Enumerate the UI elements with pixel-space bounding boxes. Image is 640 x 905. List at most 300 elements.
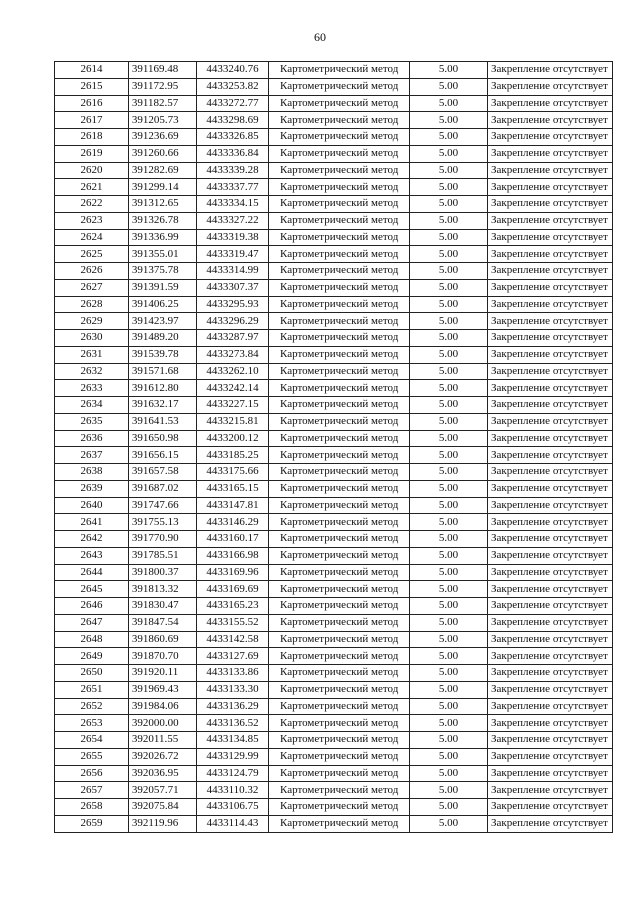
accuracy-cell: 5.00 <box>409 212 487 229</box>
x-coordinate-cell: 392026.72 <box>128 748 196 765</box>
table-row <box>55 464 613 481</box>
method-cell: Картометрический метод <box>269 598 410 615</box>
x-coordinate-cell: 391747.66 <box>128 497 196 514</box>
table-row <box>55 581 613 598</box>
table-row <box>55 665 613 682</box>
y-coordinate-cell: 4433124.79 <box>196 765 269 782</box>
table-row <box>55 363 613 380</box>
y-coordinate-cell: 4433262.10 <box>196 363 269 380</box>
method-cell: Картометрический метод <box>269 547 410 564</box>
method-cell: Картометрический метод <box>269 246 410 263</box>
y-coordinate-cell: 4433114.43 <box>196 815 269 832</box>
table-row <box>55 531 613 548</box>
table-row <box>55 413 613 430</box>
method-cell: Картометрический метод <box>269 665 410 682</box>
point-number-cell: 2642 <box>55 531 129 548</box>
fixation-cell: Закрепление отсутствует <box>488 531 613 548</box>
fixation-cell: Закрепление отсутствует <box>488 514 613 531</box>
y-coordinate-cell: 4433185.25 <box>196 447 269 464</box>
method-cell: Картометрический метод <box>269 447 410 464</box>
y-coordinate-cell: 4433336.84 <box>196 145 269 162</box>
y-coordinate-cell: 4433334.15 <box>196 196 269 213</box>
x-coordinate-cell: 392036.95 <box>128 765 196 782</box>
point-number-cell: 2657 <box>55 782 129 799</box>
table-row <box>55 698 613 715</box>
x-coordinate-cell: 391260.66 <box>128 145 196 162</box>
method-cell: Картометрический метод <box>269 514 410 531</box>
table-row <box>55 648 613 665</box>
x-coordinate-cell: 391169.48 <box>128 62 196 79</box>
table-row <box>55 95 613 112</box>
y-coordinate-cell: 4433165.15 <box>196 480 269 497</box>
accuracy-cell: 5.00 <box>409 62 487 79</box>
point-number-cell: 2616 <box>55 95 129 112</box>
fixation-cell: Закрепление отсутствует <box>488 497 613 514</box>
table-row <box>55 296 613 313</box>
x-coordinate-cell: 391336.99 <box>128 229 196 246</box>
y-coordinate-cell: 4433298.69 <box>196 112 269 129</box>
method-cell: Картометрический метод <box>269 799 410 816</box>
y-coordinate-cell: 4433110.32 <box>196 782 269 799</box>
fixation-cell: Закрепление отсутствует <box>488 62 613 79</box>
method-cell: Картометрический метод <box>269 313 410 330</box>
accuracy-cell: 5.00 <box>409 631 487 648</box>
accuracy-cell: 5.00 <box>409 145 487 162</box>
point-number-cell: 2637 <box>55 447 129 464</box>
table-row <box>55 715 613 732</box>
point-number-cell: 2636 <box>55 430 129 447</box>
table-row <box>55 514 613 531</box>
y-coordinate-cell: 4433314.99 <box>196 263 269 280</box>
accuracy-cell: 5.00 <box>409 564 487 581</box>
method-cell: Картометрический метод <box>269 464 410 481</box>
method-cell: Картометрический метод <box>269 62 410 79</box>
method-cell: Картометрический метод <box>269 497 410 514</box>
table-row <box>55 112 613 129</box>
method-cell: Картометрический метод <box>269 480 410 497</box>
method-cell: Картометрический метод <box>269 564 410 581</box>
point-number-cell: 2638 <box>55 464 129 481</box>
table-row <box>55 430 613 447</box>
x-coordinate-cell: 391984.06 <box>128 698 196 715</box>
y-coordinate-cell: 4433200.12 <box>196 430 269 447</box>
accuracy-cell: 5.00 <box>409 665 487 682</box>
fixation-cell: Закрепление отсутствует <box>488 815 613 832</box>
accuracy-cell: 5.00 <box>409 296 487 313</box>
y-coordinate-cell: 4433253.82 <box>196 78 269 95</box>
table-row <box>55 78 613 95</box>
y-coordinate-cell: 4433227.15 <box>196 397 269 414</box>
table-row <box>55 732 613 749</box>
point-number-cell: 2641 <box>55 514 129 531</box>
point-number-cell: 2624 <box>55 229 129 246</box>
y-coordinate-cell: 4433136.29 <box>196 698 269 715</box>
fixation-cell: Закрепление отсутствует <box>488 162 613 179</box>
coordinates-table <box>54 61 613 833</box>
fixation-cell: Закрепление отсутствует <box>488 78 613 95</box>
x-coordinate-cell: 392000.00 <box>128 715 196 732</box>
accuracy-cell: 5.00 <box>409 380 487 397</box>
y-coordinate-cell: 4433166.98 <box>196 547 269 564</box>
accuracy-cell: 5.00 <box>409 614 487 631</box>
x-coordinate-cell: 391755.13 <box>128 514 196 531</box>
y-coordinate-cell: 4433106.75 <box>196 799 269 816</box>
accuracy-cell: 5.00 <box>409 196 487 213</box>
fixation-cell: Закрепление отсутствует <box>488 129 613 146</box>
page-number: 60 <box>314 30 326 44</box>
fixation-cell: Закрепление отсутствует <box>488 413 613 430</box>
y-coordinate-cell: 4433155.52 <box>196 614 269 631</box>
accuracy-cell: 5.00 <box>409 765 487 782</box>
accuracy-cell: 5.00 <box>409 581 487 598</box>
x-coordinate-cell: 391326.78 <box>128 212 196 229</box>
y-coordinate-cell: 4433295.93 <box>196 296 269 313</box>
x-coordinate-cell: 391539.78 <box>128 346 196 363</box>
x-coordinate-cell: 391800.37 <box>128 564 196 581</box>
fixation-cell: Закрепление отсутствует <box>488 782 613 799</box>
table-row <box>55 799 613 816</box>
point-number-cell: 2619 <box>55 145 129 162</box>
table-row <box>55 179 613 196</box>
table-row <box>55 212 613 229</box>
table-row <box>55 447 613 464</box>
method-cell: Картометрический метод <box>269 732 410 749</box>
method-cell: Картометрический метод <box>269 748 410 765</box>
method-cell: Картометрический метод <box>269 815 410 832</box>
x-coordinate-cell: 391312.65 <box>128 196 196 213</box>
accuracy-cell: 5.00 <box>409 748 487 765</box>
fixation-cell: Закрепление отсутствует <box>488 581 613 598</box>
y-coordinate-cell: 4433169.96 <box>196 564 269 581</box>
accuracy-cell: 5.00 <box>409 346 487 363</box>
point-number-cell: 2659 <box>55 815 129 832</box>
point-number-cell: 2651 <box>55 681 129 698</box>
fixation-cell: Закрепление отсутствует <box>488 598 613 615</box>
x-coordinate-cell: 391391.59 <box>128 279 196 296</box>
fixation-cell: Закрепление отсутствует <box>488 279 613 296</box>
table-row <box>55 765 613 782</box>
fixation-cell: Закрепление отсутствует <box>488 363 613 380</box>
fixation-cell: Закрепление отсутствует <box>488 547 613 564</box>
point-number-cell: 2650 <box>55 665 129 682</box>
accuracy-cell: 5.00 <box>409 95 487 112</box>
method-cell: Картометрический метод <box>269 196 410 213</box>
fixation-cell: Закрепление отсутствует <box>488 229 613 246</box>
table-row <box>55 162 613 179</box>
x-coordinate-cell: 391423.97 <box>128 313 196 330</box>
method-cell: Картометрический метод <box>269 330 410 347</box>
y-coordinate-cell: 4433339.28 <box>196 162 269 179</box>
y-coordinate-cell: 4433147.81 <box>196 497 269 514</box>
fixation-cell: Закрепление отсутствует <box>488 648 613 665</box>
fixation-cell: Закрепление отсутствует <box>488 665 613 682</box>
fixation-cell: Закрепление отсутствует <box>488 380 613 397</box>
method-cell: Картометрический метод <box>269 531 410 548</box>
point-number-cell: 2626 <box>55 263 129 280</box>
x-coordinate-cell: 392075.84 <box>128 799 196 816</box>
point-number-cell: 2618 <box>55 129 129 146</box>
y-coordinate-cell: 4433169.69 <box>196 581 269 598</box>
accuracy-cell: 5.00 <box>409 313 487 330</box>
accuracy-cell: 5.00 <box>409 78 487 95</box>
table-row <box>55 748 613 765</box>
fixation-cell: Закрепление отсутствует <box>488 799 613 816</box>
point-number-cell: 2614 <box>55 62 129 79</box>
accuracy-cell: 5.00 <box>409 815 487 832</box>
x-coordinate-cell: 391571.68 <box>128 363 196 380</box>
x-coordinate-cell: 391182.57 <box>128 95 196 112</box>
point-number-cell: 2653 <box>55 715 129 732</box>
x-coordinate-cell: 391657.58 <box>128 464 196 481</box>
y-coordinate-cell: 4433142.58 <box>196 631 269 648</box>
method-cell: Картометрический метод <box>269 380 410 397</box>
table-row <box>55 497 613 514</box>
accuracy-cell: 5.00 <box>409 397 487 414</box>
method-cell: Картометрический метод <box>269 78 410 95</box>
accuracy-cell: 5.00 <box>409 179 487 196</box>
point-number-cell: 2655 <box>55 748 129 765</box>
point-number-cell: 2620 <box>55 162 129 179</box>
method-cell: Картометрический метод <box>269 212 410 229</box>
method-cell: Картометрический метод <box>269 145 410 162</box>
point-number-cell: 2633 <box>55 380 129 397</box>
point-number-cell: 2658 <box>55 799 129 816</box>
fixation-cell: Закрепление отсутствует <box>488 430 613 447</box>
fixation-cell: Закрепление отсутствует <box>488 732 613 749</box>
table-body <box>55 62 613 833</box>
fixation-cell: Закрепление отсутствует <box>488 263 613 280</box>
accuracy-cell: 5.00 <box>409 681 487 698</box>
point-number-cell: 2644 <box>55 564 129 581</box>
x-coordinate-cell: 391282.69 <box>128 162 196 179</box>
table-row <box>55 330 613 347</box>
point-number-cell: 2628 <box>55 296 129 313</box>
point-number-cell: 2623 <box>55 212 129 229</box>
fixation-cell: Закрепление отсутствует <box>488 330 613 347</box>
table-row <box>55 380 613 397</box>
method-cell: Картометрический метод <box>269 648 410 665</box>
x-coordinate-cell: 391489.20 <box>128 330 196 347</box>
y-coordinate-cell: 4433296.29 <box>196 313 269 330</box>
table-row <box>55 62 613 79</box>
accuracy-cell: 5.00 <box>409 732 487 749</box>
y-coordinate-cell: 4433134.85 <box>196 732 269 749</box>
method-cell: Картометрический метод <box>269 179 410 196</box>
point-number-cell: 2648 <box>55 631 129 648</box>
accuracy-cell: 5.00 <box>409 698 487 715</box>
accuracy-cell: 5.00 <box>409 799 487 816</box>
table-row <box>55 564 613 581</box>
point-number-cell: 2645 <box>55 581 129 598</box>
x-coordinate-cell: 391612.80 <box>128 380 196 397</box>
x-coordinate-cell: 391236.69 <box>128 129 196 146</box>
table-row <box>55 681 613 698</box>
fixation-cell: Закрепление отсутствует <box>488 397 613 414</box>
fixation-cell: Закрепление отсутствует <box>488 246 613 263</box>
point-number-cell: 2627 <box>55 279 129 296</box>
accuracy-cell: 5.00 <box>409 648 487 665</box>
x-coordinate-cell: 391785.51 <box>128 547 196 564</box>
y-coordinate-cell: 4433127.69 <box>196 648 269 665</box>
point-number-cell: 2647 <box>55 614 129 631</box>
method-cell: Картометрический метод <box>269 229 410 246</box>
method-cell: Картометрический метод <box>269 162 410 179</box>
accuracy-cell: 5.00 <box>409 162 487 179</box>
point-number-cell: 2652 <box>55 698 129 715</box>
accuracy-cell: 5.00 <box>409 715 487 732</box>
point-number-cell: 2643 <box>55 547 129 564</box>
method-cell: Картометрический метод <box>269 363 410 380</box>
x-coordinate-cell: 391632.17 <box>128 397 196 414</box>
x-coordinate-cell: 391205.73 <box>128 112 196 129</box>
accuracy-cell: 5.00 <box>409 129 487 146</box>
y-coordinate-cell: 4433175.66 <box>196 464 269 481</box>
point-number-cell: 2654 <box>55 732 129 749</box>
table-row <box>55 313 613 330</box>
method-cell: Картометрический метод <box>269 413 410 430</box>
point-number-cell: 2632 <box>55 363 129 380</box>
table-row <box>55 246 613 263</box>
accuracy-cell: 5.00 <box>409 547 487 564</box>
accuracy-cell: 5.00 <box>409 413 487 430</box>
y-coordinate-cell: 4433319.38 <box>196 229 269 246</box>
x-coordinate-cell: 391687.02 <box>128 480 196 497</box>
point-number-cell: 2649 <box>55 648 129 665</box>
y-coordinate-cell: 4433242.14 <box>196 380 269 397</box>
fixation-cell: Закрепление отсутствует <box>488 715 613 732</box>
fixation-cell: Закрепление отсутствует <box>488 698 613 715</box>
x-coordinate-cell: 391870.70 <box>128 648 196 665</box>
method-cell: Картометрический метод <box>269 614 410 631</box>
x-coordinate-cell: 391641.53 <box>128 413 196 430</box>
method-cell: Картометрический метод <box>269 681 410 698</box>
point-number-cell: 2622 <box>55 196 129 213</box>
x-coordinate-cell: 391656.15 <box>128 447 196 464</box>
x-coordinate-cell: 391969.43 <box>128 681 196 698</box>
fixation-cell: Закрепление отсутствует <box>488 179 613 196</box>
x-coordinate-cell: 392057.71 <box>128 782 196 799</box>
fixation-cell: Закрепление отсутствует <box>488 614 613 631</box>
accuracy-cell: 5.00 <box>409 447 487 464</box>
y-coordinate-cell: 4433133.30 <box>196 681 269 698</box>
accuracy-cell: 5.00 <box>409 480 487 497</box>
method-cell: Картометрический метод <box>269 95 410 112</box>
accuracy-cell: 5.00 <box>409 430 487 447</box>
method-cell: Картометрический метод <box>269 698 410 715</box>
point-number-cell: 2625 <box>55 246 129 263</box>
accuracy-cell: 5.00 <box>409 363 487 380</box>
table-row <box>55 480 613 497</box>
point-number-cell: 2656 <box>55 765 129 782</box>
point-number-cell: 2635 <box>55 413 129 430</box>
table-row <box>55 815 613 832</box>
x-coordinate-cell: 391830.47 <box>128 598 196 615</box>
table-row <box>55 631 613 648</box>
table-row <box>55 263 613 280</box>
x-coordinate-cell: 391770.90 <box>128 531 196 548</box>
y-coordinate-cell: 4433327.22 <box>196 212 269 229</box>
method-cell: Картометрический метод <box>269 397 410 414</box>
fixation-cell: Закрепление отсутствует <box>488 112 613 129</box>
y-coordinate-cell: 4433307.37 <box>196 279 269 296</box>
method-cell: Картометрический метод <box>269 631 410 648</box>
accuracy-cell: 5.00 <box>409 531 487 548</box>
table-row <box>55 196 613 213</box>
method-cell: Картометрический метод <box>269 279 410 296</box>
method-cell: Картометрический метод <box>269 346 410 363</box>
fixation-cell: Закрепление отсутствует <box>488 681 613 698</box>
y-coordinate-cell: 4433337.77 <box>196 179 269 196</box>
y-coordinate-cell: 4433146.29 <box>196 514 269 531</box>
table-row <box>55 229 613 246</box>
point-number-cell: 2615 <box>55 78 129 95</box>
method-cell: Картометрический метод <box>269 782 410 799</box>
accuracy-cell: 5.00 <box>409 112 487 129</box>
x-coordinate-cell: 391355.01 <box>128 246 196 263</box>
point-number-cell: 2639 <box>55 480 129 497</box>
y-coordinate-cell: 4433215.81 <box>196 413 269 430</box>
x-coordinate-cell: 391406.25 <box>128 296 196 313</box>
table-row <box>55 346 613 363</box>
x-coordinate-cell: 392119.96 <box>128 815 196 832</box>
point-number-cell: 2634 <box>55 397 129 414</box>
table-row <box>55 782 613 799</box>
y-coordinate-cell: 4433272.77 <box>196 95 269 112</box>
point-number-cell: 2629 <box>55 313 129 330</box>
fixation-cell: Закрепление отсутствует <box>488 95 613 112</box>
y-coordinate-cell: 4433129.99 <box>196 748 269 765</box>
x-coordinate-cell: 391813.32 <box>128 581 196 598</box>
y-coordinate-cell: 4433240.76 <box>196 62 269 79</box>
method-cell: Картометрический метод <box>269 715 410 732</box>
method-cell: Картометрический метод <box>269 430 410 447</box>
x-coordinate-cell: 391920.11 <box>128 665 196 682</box>
y-coordinate-cell: 4433165.23 <box>196 598 269 615</box>
fixation-cell: Закрепление отсутствует <box>488 748 613 765</box>
x-coordinate-cell: 391860.69 <box>128 631 196 648</box>
table-row <box>55 145 613 162</box>
fixation-cell: Закрепление отсутствует <box>488 564 613 581</box>
point-number-cell: 2621 <box>55 179 129 196</box>
accuracy-cell: 5.00 <box>409 263 487 280</box>
fixation-cell: Закрепление отсутствует <box>488 296 613 313</box>
table-row <box>55 129 613 146</box>
y-coordinate-cell: 4433160.17 <box>196 531 269 548</box>
table-row <box>55 279 613 296</box>
y-coordinate-cell: 4433287.97 <box>196 330 269 347</box>
y-coordinate-cell: 4433273.84 <box>196 346 269 363</box>
table-row <box>55 598 613 615</box>
x-coordinate-cell: 391299.14 <box>128 179 196 196</box>
fixation-cell: Закрепление отсутствует <box>488 447 613 464</box>
fixation-cell: Закрепление отсутствует <box>488 464 613 481</box>
y-coordinate-cell: 4433319.47 <box>196 246 269 263</box>
accuracy-cell: 5.00 <box>409 514 487 531</box>
method-cell: Картометрический метод <box>269 263 410 280</box>
fixation-cell: Закрепление отсутствует <box>488 313 613 330</box>
x-coordinate-cell: 391650.98 <box>128 430 196 447</box>
fixation-cell: Закрепление отсутствует <box>488 480 613 497</box>
accuracy-cell: 5.00 <box>409 497 487 514</box>
y-coordinate-cell: 4433133.86 <box>196 665 269 682</box>
x-coordinate-cell: 391172.95 <box>128 78 196 95</box>
fixation-cell: Закрепление отсутствует <box>488 765 613 782</box>
fixation-cell: Закрепление отсутствует <box>488 212 613 229</box>
fixation-cell: Закрепление отсутствует <box>488 346 613 363</box>
point-number-cell: 2617 <box>55 112 129 129</box>
x-coordinate-cell: 392011.55 <box>128 732 196 749</box>
x-coordinate-cell: 391847.54 <box>128 614 196 631</box>
